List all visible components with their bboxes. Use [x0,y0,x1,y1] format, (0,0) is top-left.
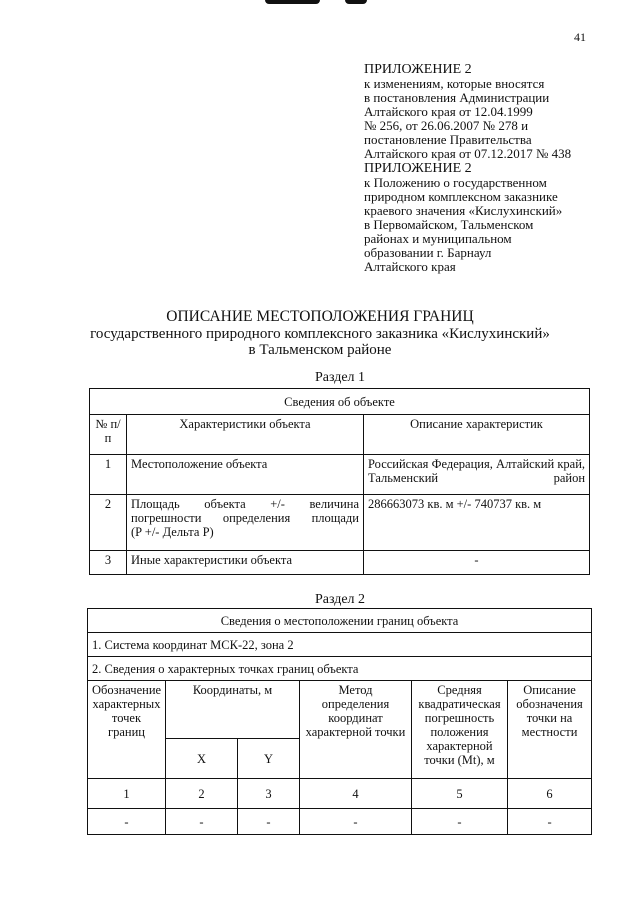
appendix-line: постановление Правительства [364,132,532,147]
document-subtitle: государственного природного комплексного заказника «Кислухинский» [90,326,550,342]
scan-artifact-mark [265,0,320,4]
table-row [90,551,590,575]
section-1-label: Раздел 1 [314,370,366,385]
column-number: 2 [166,779,238,809]
appendix-line: образовании г. Барнаул [364,245,492,260]
appendix-line: к Положению о государственном [364,175,547,190]
column-header-point-description: Описание обозначения точки на местности [508,681,592,779]
row-characteristic-formula: (P +/- Дельта P) [131,525,214,539]
page-number: 41 [574,30,586,44]
point-designation: - [88,809,166,835]
points-section-header: 2. Сведения о характерных точках границ объекта [88,657,592,681]
document-subtitle-district: в Тальменском районе [248,342,392,358]
appendix-line: Алтайского края от 12.04.1999 [364,104,533,119]
section-2-label: Раздел 2 [314,592,366,607]
table-row [88,809,592,835]
row-number: 3 [90,551,127,575]
column-header-y: Y [238,739,300,779]
document-title: ОПИСАНИЕ МЕСТОПОЛОЖЕНИЯ ГРАНИЦ [166,308,474,325]
row-characteristic: Иные характеристики объекта [127,551,364,575]
row-description: - [364,551,590,575]
point-description: - [508,809,592,835]
appendix-line: в Первомайском, Тальменском [364,217,534,232]
point-x: - [166,809,238,835]
appendix-heading: ПРИЛОЖЕНИЕ 2 [364,62,472,77]
row-characteristic: Площадь объекта +/- величина погрешности определения площади [131,497,359,525]
row-description: Российская Федерация, Алтайский край, Тальменский район [364,455,590,495]
appendix-heading: ПРИЛОЖЕНИЕ 2 [364,161,472,176]
column-header-characteristic: Характеристики объекта [127,415,364,455]
table-header: Сведения об объекте [90,389,590,415]
appendix-line: краевого значения «Кислухинский» [364,203,563,218]
point-error: - [412,809,508,835]
column-header-x: X [166,739,238,779]
table-row [90,495,590,551]
column-header-description: Описание характеристик [364,415,590,455]
appendix-line: Алтайского края от 07.12.2017 № 438 [364,146,572,161]
column-number: 5 [412,779,508,809]
boundary-points-table [87,608,592,835]
column-number: 6 [508,779,592,809]
table-row [90,455,590,495]
appendix-line: природном комплексном заказнике [364,189,558,204]
appendix-block-regulation [364,161,624,274]
appendix-block-amendments [364,62,624,161]
appendix-line: в постановления Администрации [364,90,550,105]
object-info-table [89,388,590,575]
appendix-line: Алтайского края [364,259,456,274]
coordinate-system: 1. Система координат МСК-22, зона 2 [88,633,592,657]
scan-artifact-mark [345,0,367,4]
column-number: 4 [300,779,412,809]
appendix-line: № 256, от 26.06.2007 № 278 и [364,118,529,133]
column-number: 3 [238,779,300,809]
row-number: 1 [90,455,127,495]
appendix-line: районах и муниципальном [364,231,512,246]
row-characteristic-cell [127,495,364,551]
column-header-error: Средняя квадратическая погрешность положения характерной точки (Mt), м [412,681,508,779]
row-characteristic: Местоположение объекта [127,455,364,495]
row-description: 286663073 кв. м +/- 740737 кв. м [364,495,590,551]
table-header: Сведения о местоположении границ объекта [88,609,592,633]
point-y: - [238,809,300,835]
column-header-method: Метод определения координат характерной точки [300,681,412,779]
column-header-coordinates: Координаты, м [166,681,300,739]
column-number: 1 [88,779,166,809]
column-header-number: № п/п [90,415,127,455]
column-numbers-row [88,779,592,809]
row-number: 2 [90,495,127,551]
column-header-designation: Обозначение характерных точек границ [88,681,166,779]
point-method: - [300,809,412,835]
appendix-line: к изменениям, которые вносятся [364,76,545,91]
